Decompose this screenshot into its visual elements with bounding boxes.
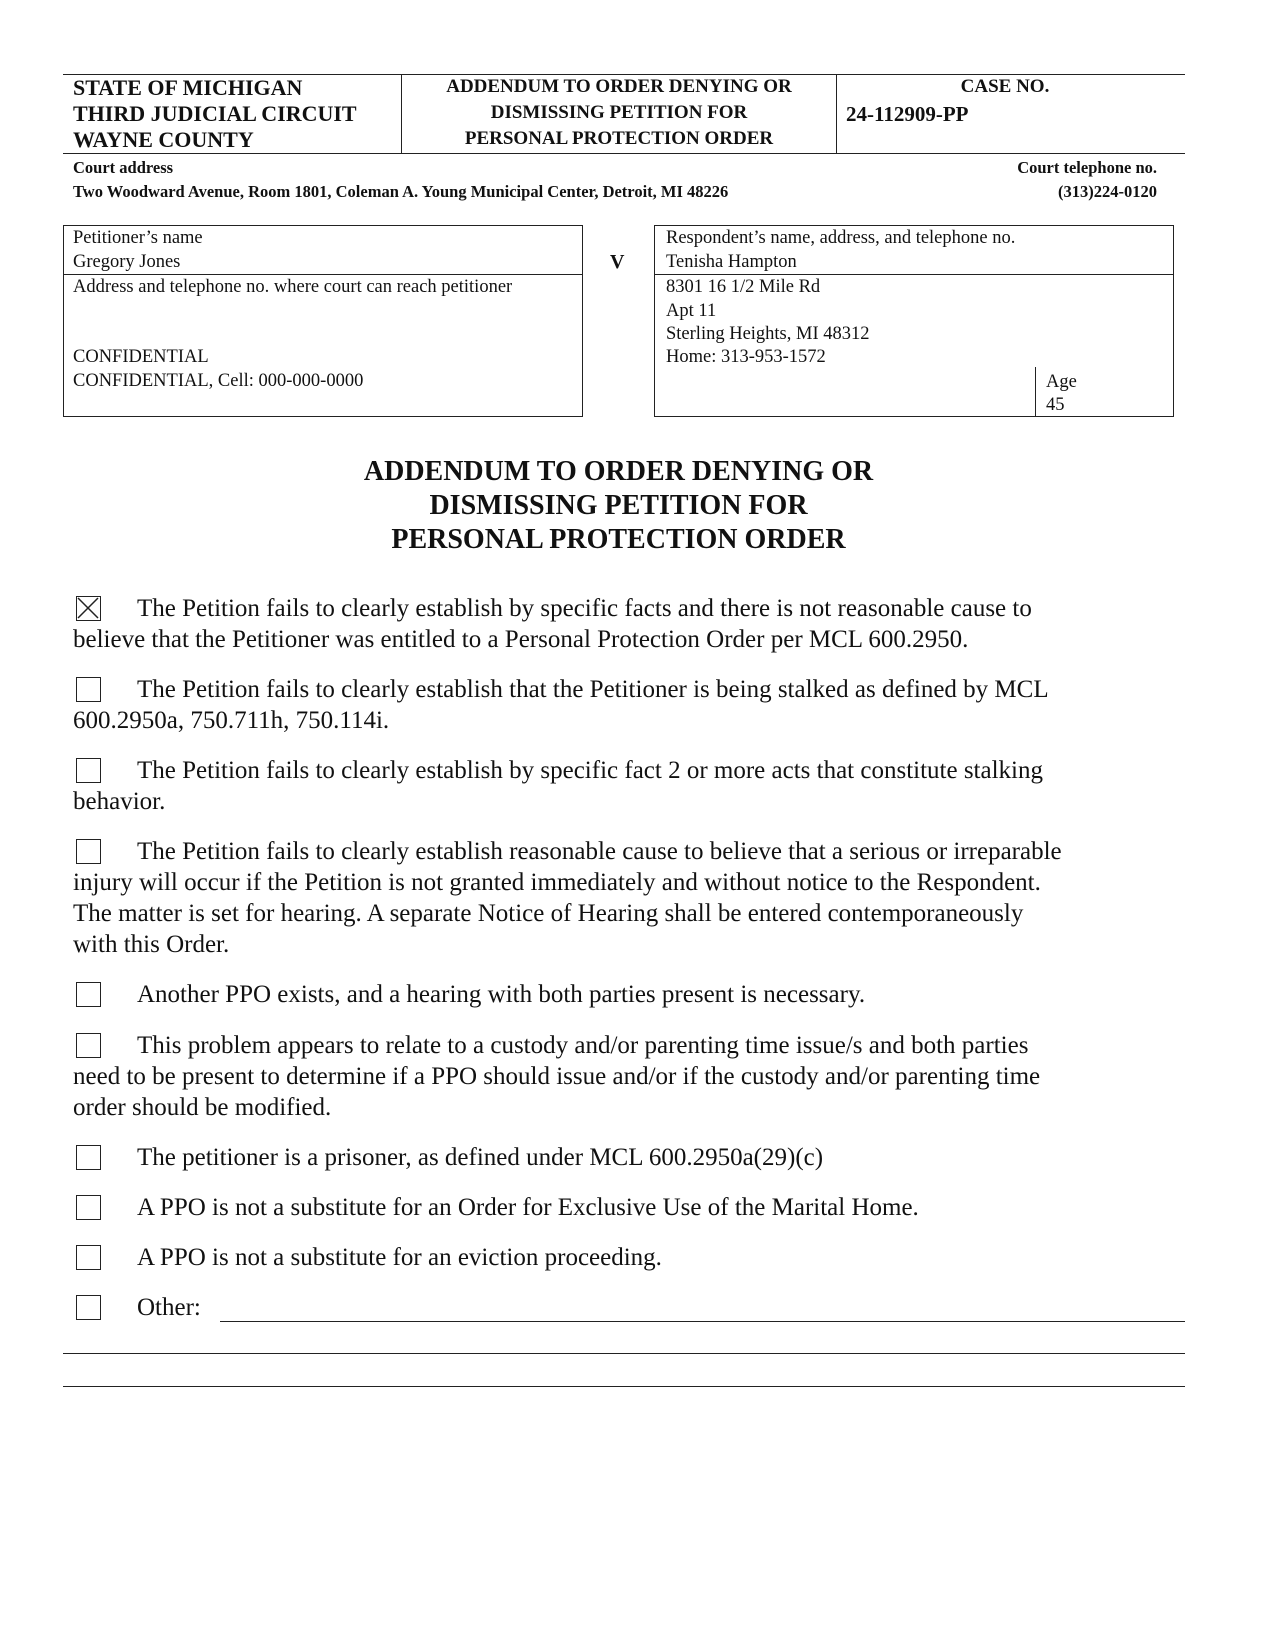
item-4-line-3: The matter is set for hearing. A separate Notice of Hearing shall be entered contemporaneously	[73, 900, 1024, 927]
court-circuit: THIRD JUDICIAL CIRCUIT	[73, 101, 357, 126]
court-address-label: Court address	[73, 158, 174, 177]
other-label: Other:	[137, 1294, 201, 1321]
petitioner-address-line2: CONFIDENTIAL, Cell: 000-000-0000	[73, 371, 364, 391]
court-phone: (313)224-0120	[1058, 182, 1157, 201]
item-7-line-1: The petitioner is a prisoner, as defined under MCL 600.2950a(29)(c)	[137, 1144, 824, 1171]
item-3-line-1: The Petition fails to clearly establish by specific fact 2 or more acts that constitute stalking	[137, 757, 1043, 784]
case-no-label: CASE NO.	[960, 76, 1050, 97]
item-4-line-4: with this Order.	[73, 931, 230, 958]
item-4-line-1: The Petition fails to clearly establish reasonable cause to believe that a serious or irreparable	[137, 838, 1062, 865]
petitioner-address-line1: CONFIDENTIAL	[73, 347, 209, 367]
checkbox-item-6[interactable]	[76, 1033, 101, 1058]
checkbox-item-other[interactable]	[76, 1295, 101, 1320]
checkbox-item-4[interactable]	[76, 839, 101, 864]
respondent-address-line3: Sterling Heights, MI 48312	[666, 324, 870, 344]
petitioner-address-label: Address and telephone no. where court can reach petitioner	[73, 277, 513, 297]
checkbox-item-9[interactable]	[76, 1245, 101, 1270]
other-fill-line[interactable]	[220, 1321, 1185, 1322]
respondent-age: 45	[1046, 395, 1065, 415]
item-6-line-3: order should be modified.	[73, 1094, 332, 1121]
item-8-line-1: A PPO is not a substitute for an Order for Exclusive Use of the Marital Home.	[137, 1194, 919, 1221]
case-number: 24-112909-PP	[846, 102, 969, 126]
respondent-name: Tenisha Hampton	[666, 252, 797, 272]
court-phone-label: Court telephone no.	[1017, 158, 1157, 177]
item-9-line-1: A PPO is not a substitute for an eviction proceeding.	[137, 1244, 662, 1271]
form-title-line-1: ADDENDUM TO ORDER DENYING OR	[446, 76, 792, 97]
item-1-line-1: The Petition fails to clearly establish by specific facts and there is not reasonable cause to	[137, 595, 1032, 622]
checkbox-item-5[interactable]	[76, 982, 101, 1007]
court-address: Two Woodward Avenue, Room 1801, Coleman A. Young Municipal Center, Detroit, MI 48226	[73, 182, 729, 201]
form-title-line-3: PERSONAL PROTECTION ORDER	[464, 128, 774, 149]
document-title-line-2: DISMISSING PETITION FOR	[429, 490, 808, 521]
checkbox-item-2[interactable]	[76, 677, 101, 702]
respondent-address-line1: 8301 16 1/2 Mile Rd	[666, 277, 821, 297]
item-1-line-2: believe that the Petitioner was entitled to a Personal Protection Order per MCL 600.2950.	[73, 626, 969, 653]
respondent-address-line2: Apt 11	[666, 301, 717, 321]
checkbox-item-3[interactable]	[76, 758, 101, 783]
item-2-line-1: The Petition fails to clearly establish that the Petitioner is being stalked as defined by MCL	[137, 676, 1049, 703]
petitioner-name: Gregory Jones	[73, 252, 181, 272]
item-6-line-1: This problem appears to relate to a custody and/or parenting time issue/s and both parties	[137, 1032, 1029, 1059]
header-divider-2	[836, 74, 837, 153]
item-6-line-2: need to be present to determine if a PPO should issue and/or if the custody and/or parenting time	[73, 1063, 1041, 1090]
checkbox-item-1[interactable]	[76, 596, 101, 621]
form-title-line-2: DISMISSING PETITION FOR	[490, 102, 748, 123]
item-2-line-2: 600.2950a, 750.711h, 750.114i.	[73, 707, 390, 734]
court-county: WAYNE COUNTY	[73, 127, 254, 152]
item-5-line-1: Another PPO exists, and a hearing with both parties present is necessary.	[137, 981, 866, 1008]
respondent-label: Respondent’s name, address, and telephone no.	[666, 228, 1016, 248]
document-title-line-1: ADDENDUM TO ORDER DENYING OR	[363, 456, 874, 487]
petitioner-name-label: Petitioner’s name	[73, 228, 203, 248]
item-3-line-2: behavior.	[73, 788, 166, 815]
header-bottom-rule	[63, 153, 1185, 154]
checkbox-item-7[interactable]	[76, 1145, 101, 1170]
checkmark-x-icon	[77, 597, 99, 619]
versus-label: V	[610, 251, 625, 273]
item-4-line-2: injury will occur if the Petition is not granted immediately and without notice to the Respondent.	[73, 869, 1041, 896]
document-title-line-3: PERSONAL PROTECTION ORDER	[391, 524, 846, 555]
court-state: STATE OF MICHIGAN	[73, 75, 303, 100]
age-divider	[1035, 367, 1036, 417]
respondent-phone: Home: 313-953-1572	[666, 347, 826, 367]
respondent-age-label: Age	[1046, 372, 1077, 392]
other-fill-line-2[interactable]	[63, 1353, 1185, 1354]
checkbox-item-8[interactable]	[76, 1195, 101, 1220]
other-fill-line-3[interactable]	[63, 1386, 1185, 1387]
